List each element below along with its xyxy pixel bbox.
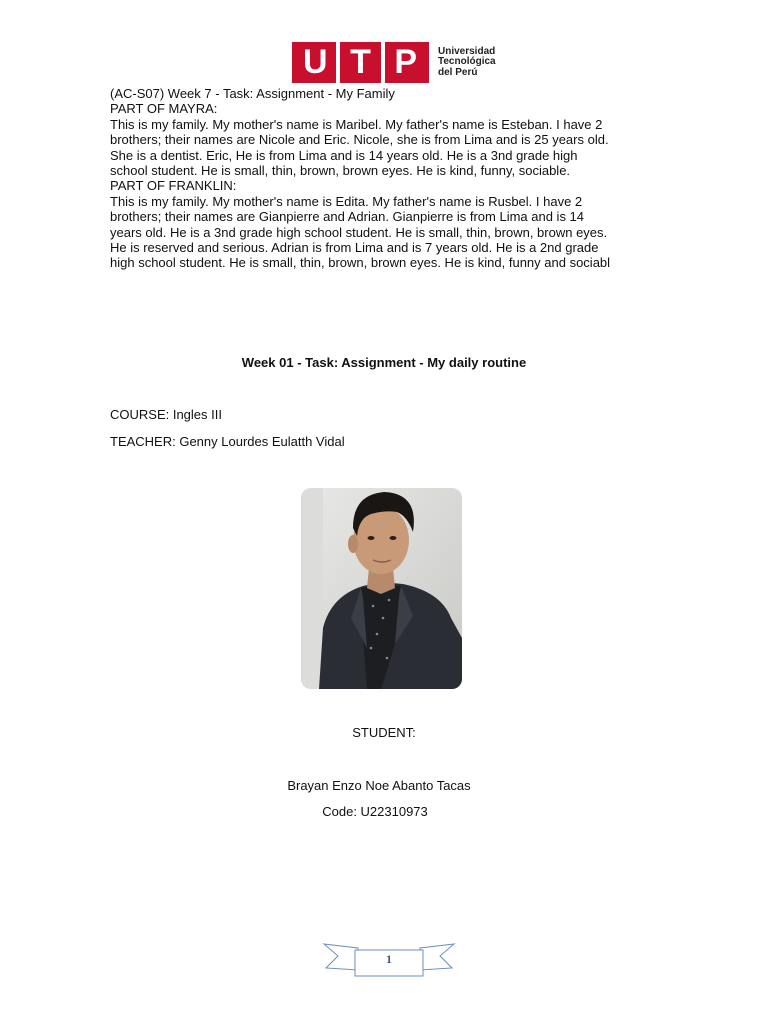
logo-separator bbox=[336, 42, 340, 83]
logo-letter-t: T bbox=[350, 43, 371, 81]
franklin-paragraph: This is my family. My mother's name is Edita. My father's name is Rusbel. I have 2 brothers; their names are Gianpierre and Adrian. Gianpierre is from Lima and is 14 years old. He is a 3nd grade high school student. He is small, thin, brown, brown eyes. He is reserved and serious. Adrian is from Lima and is 7 years old. He is a 2nd grade high school student. He is small, thin, brown, brown eyes. He is kind, funny and sociabl bbox=[110, 193, 611, 271]
course-line: COURSE: Ingles III bbox=[110, 407, 222, 422]
logo-separator bbox=[381, 42, 385, 83]
mayra-paragraph: This is my family. My mother's name is Maribel. My father's name is Esteban. I have 2 brothers; their names are Nicole and Eric. Nicole, she is from Lima and is 25 years old. She is a dentist. Eric, He is from Lima and is 14 years old. He is a 3nd grade high school student. He is small, thin, brown, brown eyes. He is kind, funny, sociable. bbox=[110, 116, 609, 179]
logo-line-2: Tecnológica bbox=[438, 56, 496, 68]
teacher-line: TEACHER: Genny Lourdes Eulatth Vidal bbox=[110, 434, 345, 449]
student-label: STUDENT: bbox=[352, 725, 416, 740]
document-body bbox=[110, 86, 616, 271]
student-photo bbox=[301, 488, 462, 689]
logo-letter-p: P bbox=[394, 43, 418, 81]
document-title: (AC-S07) Week 7 - Task: Assignment - My Family bbox=[110, 86, 395, 101]
student-name: Brayan Enzo Noe Abanto Tacas bbox=[287, 778, 471, 793]
cover-title: Week 01 - Task: Assignment - My daily routine bbox=[241, 355, 527, 370]
utp-logo bbox=[292, 42, 508, 83]
logo-line-1: Universidad bbox=[438, 45, 496, 57]
page-number-ribbon bbox=[322, 940, 456, 980]
utp-logo-wordmark bbox=[438, 47, 496, 79]
mayra-heading: PART OF MAYRA: bbox=[110, 101, 218, 117]
page-number: 1 bbox=[386, 952, 392, 966]
logo-line-3: del Perú bbox=[438, 66, 478, 78]
utp-logo-mark bbox=[292, 42, 429, 83]
franklin-heading: PART OF FRANKLIN: bbox=[110, 178, 237, 194]
student-code: Code: U22310973 bbox=[322, 804, 428, 819]
logo-letter-u: U bbox=[303, 43, 328, 81]
